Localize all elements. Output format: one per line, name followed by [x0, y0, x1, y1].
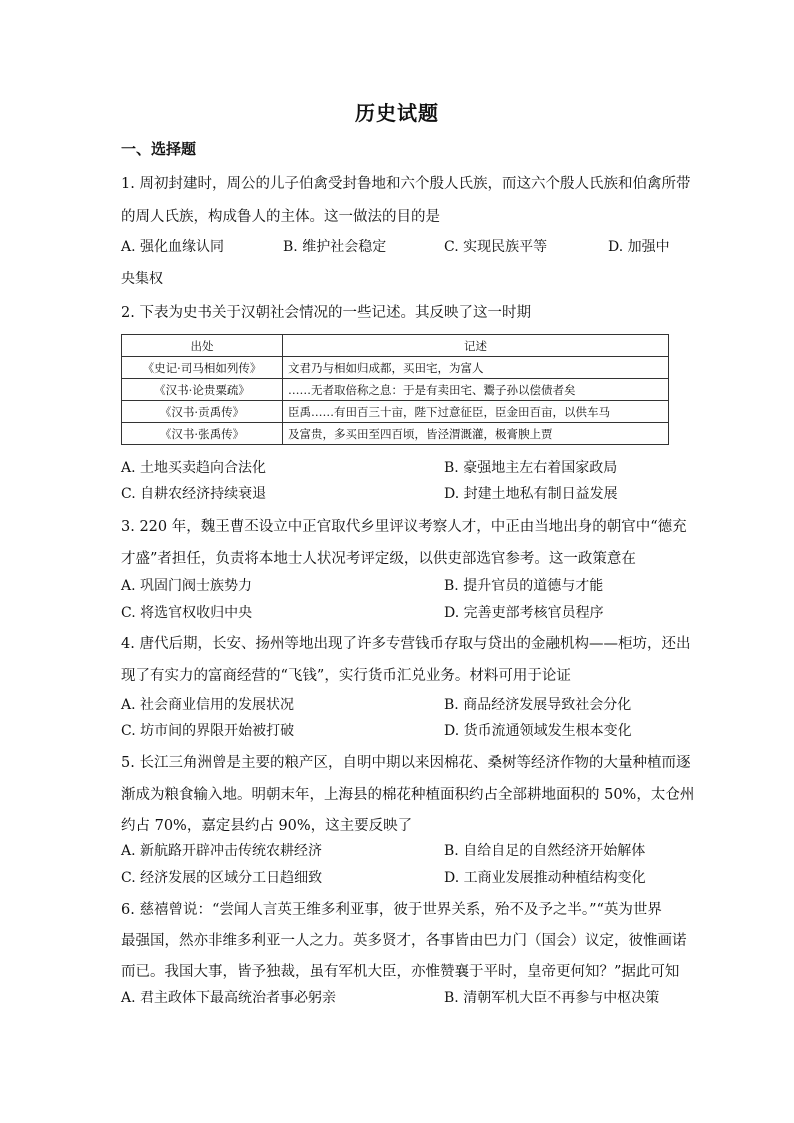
table-cell-record: ……无者取倍称之息：于是有卖田宅、鬻子孙以偿债者矣	[283, 379, 669, 401]
table-header-source: 出处	[122, 335, 283, 357]
q2-source-table	[121, 334, 669, 445]
table-header-record: 记述	[283, 335, 669, 357]
q6-stem-line2: 最强国，然亦非维多利亚一人之力。英多贤才，各事皆由巴力门（国会）议定，彼惟画诺	[121, 933, 687, 949]
q5-option-d: D. 工商业发展推动种植结构变化	[444, 870, 646, 886]
q1-option-b: B. 维护社会稳定	[283, 239, 387, 255]
table-row	[122, 379, 669, 401]
q2-option-c: C. 自耕农经济持续衰退	[121, 486, 267, 502]
table-cell-source: 《汉书·贡禹传》	[122, 401, 283, 423]
table-cell-record: 臣禹……有田百三十亩，陛下过意征臣，臣金田百亩，以供车马	[283, 401, 669, 423]
q1-option-d-continued: 央集权	[121, 271, 163, 287]
q2-option-d: D. 封建土地私有制日益发展	[444, 486, 618, 502]
q5-stem-line3: 约占 70%，嘉定县约占 90%，这主要反映了	[121, 818, 413, 834]
page-title: 历史试题	[355, 101, 439, 125]
table-cell-record: 文君乃与相如归成都，买田宅，为富人	[283, 357, 669, 379]
q1-stem-line1: 1. 周初封建时，周公的儿子伯禽受封鲁地和六个殷人氏族，而这六个殷人氏族和伯禽所带	[121, 176, 691, 192]
q1-option-a: A. 强化血缘认同	[121, 239, 225, 255]
table-row	[122, 357, 669, 379]
q6-stem-line3: 而已。我国大事，皆予独裁，虽有军机大臣，亦惟赞襄于平时，皇帝更何知？”据此可知	[121, 964, 680, 980]
q1-option-d: D. 加强中	[608, 239, 670, 255]
q1-stem-line2: 的周人氏族，构成鲁人的主体。这一做法的目的是	[121, 209, 440, 225]
q4-stem-line2: 现了有实力的富商经营的“飞钱”，实行货币汇兑业务。材料可用于论证	[121, 668, 571, 684]
q6-option-a: A. 君主政体下最高统治者事必躬亲	[121, 990, 337, 1006]
q6-option-b: B. 清朝军机大臣不再参与中枢决策	[444, 990, 660, 1006]
q4-option-b: B. 商品经济发展导致社会分化	[444, 697, 632, 713]
q5-stem-line2: 渐成为粮食输入地。明朝末年，上海县的棉花种植面积约占全部耕地面积的 50%，太仓州	[121, 787, 695, 803]
table-cell-source: 《汉书·张禹传》	[122, 423, 283, 445]
q3-stem-line2: 才盛”者担任，负责将本地士人状况考评定级，以供吏部选官参考。这一政策意在	[121, 551, 636, 567]
q5-option-a: A. 新航路开辟冲击传统农耕经济	[121, 843, 323, 859]
q1-option-c: C. 实现民族平等	[444, 239, 548, 255]
table-cell-source: 《汉书·论贵粟疏》	[122, 379, 283, 401]
table-header-row	[122, 335, 669, 357]
q4-option-a: A. 社会商业信用的发展状况	[121, 697, 295, 713]
q5-option-c: C. 经济发展的区域分工日趋细致	[121, 870, 323, 886]
table-cell-source: 《史记·司马相如列传》	[122, 357, 283, 379]
q4-option-d: D. 货币流通领域发生根本变化	[444, 723, 632, 739]
q3-option-d: D. 完善吏部考核官员程序	[444, 605, 604, 621]
section-heading: 一、选择题	[121, 140, 197, 158]
q3-option-c: C. 将选官权收归中央	[121, 605, 253, 621]
table-row	[122, 423, 669, 445]
q3-option-a: A. 巩固门阀士族势力	[121, 578, 253, 594]
q6-stem-line1: 6. 慈禧曾说：“尝闻人言英王维多利亚事，彼于世界关系，殆不及予之半。”“英为世界	[121, 902, 662, 918]
table-row	[122, 401, 669, 423]
table-cell-record: 及富贵，多买田至四百顷，皆泾渭溉灌，极膏腴上贾	[283, 423, 669, 445]
q3-option-b: B. 提升官员的道德与才能	[444, 578, 604, 594]
q5-option-b: B. 自给自足的自然经济开始解体	[444, 843, 646, 859]
q5-stem-line1: 5. 长江三角洲曾是主要的粮产区，自明中期以来因棉花、桑树等经济作物的大量种植而逐	[121, 755, 691, 771]
q2-stem: 2. 下表为史书关于汉朝社会情况的一些记述。其反映了这一时期	[121, 305, 531, 321]
q3-stem-line1: 3. 220 年，魏王曹丕设立中正官取代乡里评议考察人才，中正由当地出身的朝官中“德充	[121, 519, 687, 535]
q2-option-a: A. 土地买卖趋向合法化	[121, 460, 267, 476]
q2-option-b: B. 豪强地主左右着国家政局	[444, 460, 618, 476]
q4-stem-line1: 4. 唐代后期，长安、扬州等地出现了许多专营钱币存取与贷出的金融机构——柜坊，还出	[121, 636, 691, 652]
q4-option-c: C. 坊市间的界限开始被打破	[121, 723, 295, 739]
